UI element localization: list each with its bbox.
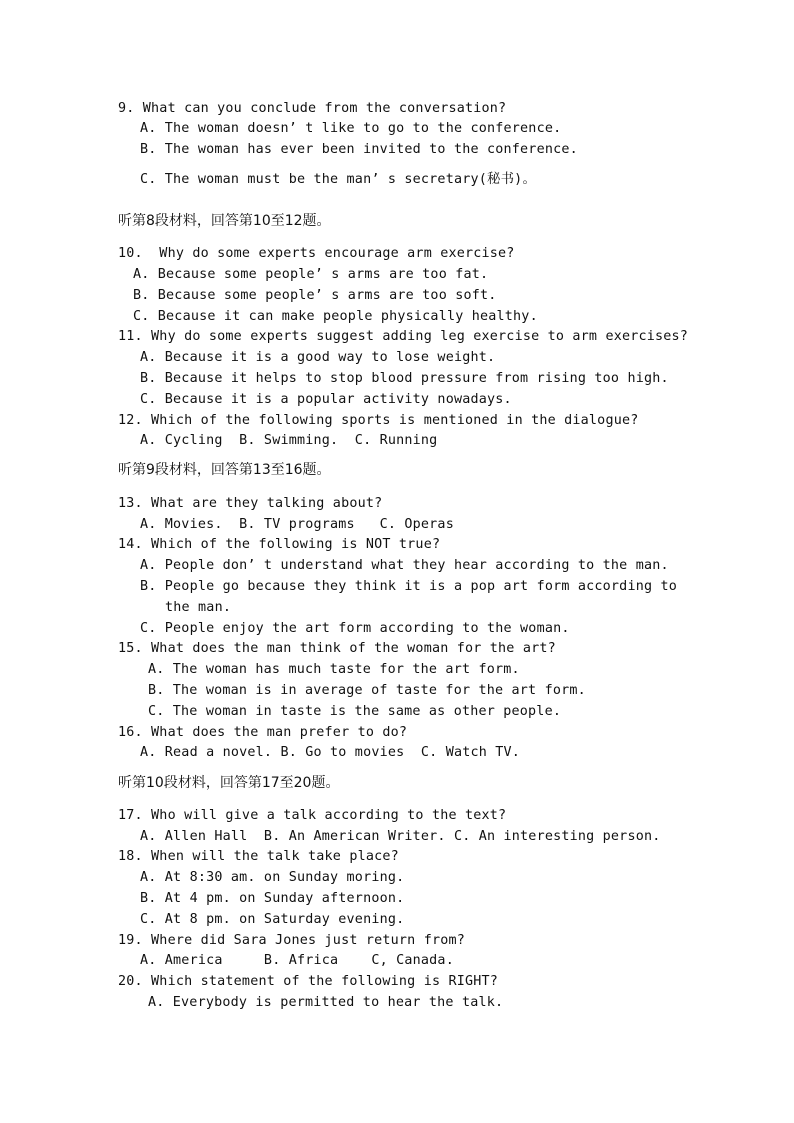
question-16-options: A. Read a novel. B. Go to movies C. Watch TV. (140, 745, 521, 760)
section-10-heading: 听第10段材料，回答第17至20题。 (118, 775, 340, 791)
question-9-option-a: A. The woman doesn’ t like to go to the conference. (140, 121, 562, 136)
question-14-option-c: C. People enjoy the art form according to the woman. (140, 621, 570, 636)
question-18-option-a: A. At 8:30 am. on Sunday moring. (140, 870, 405, 885)
question-15-option-b: B. The woman is in average of taste for the art form. (148, 683, 586, 698)
question-9-option-b: B. The woman has ever been invited to the conference. (140, 142, 578, 157)
question-11-option-b: B. Because it helps to stop blood pressure from rising too high. (140, 371, 669, 386)
question-10-option-a: A. Because some people’ s arms are too fat. (133, 267, 489, 282)
question-18-option-c: C. At 8 pm. on Saturday evening. (140, 912, 405, 927)
question-14-option-b: B. People go because they think it is a pop art form according to (140, 579, 678, 594)
question-9-stem: 9. What can you conclude from the conversation? (118, 101, 507, 116)
question-10-stem: 10. Why do some experts encourage arm exercise? (118, 246, 515, 261)
question-12-options: A. Cycling B. Swimming. C. Running (140, 433, 438, 448)
question-20-option-a: A. Everybody is permitted to hear the talk. (148, 995, 504, 1010)
question-13-options: A. Movies. B. TV programs C. Operas (140, 517, 454, 532)
question-14-option-b-continued: the man. (165, 600, 232, 615)
question-18-option-b: B. At 4 pm. on Sunday afternoon. (140, 891, 405, 906)
question-18-stem: 18. When will the talk take place? (118, 849, 399, 864)
question-11-option-c: C. Because it is a popular activity nowadays. (140, 392, 512, 407)
section-8-heading: 听第8段材料，回答第10至12题。 (118, 213, 331, 229)
question-20-stem: 20. Which statement of the following is RIGHT? (118, 974, 499, 989)
question-19-options: A. America B. Africa C, Canada. (140, 953, 454, 968)
question-15-option-a: A. The woman has much taste for the art form. (148, 662, 520, 677)
question-19-stem: 19. Where did Sara Jones just return from? (118, 933, 465, 948)
question-13-stem: 13. What are they talking about? (118, 496, 383, 511)
question-9-option-c: C. The woman must be the man’ s secretary(秘书)。 (140, 172, 537, 187)
section-9-heading: 听第9段材料，回答第13至16题。 (118, 462, 331, 478)
question-10-option-b: B. Because some people’ s arms are too soft. (133, 288, 497, 303)
question-11-stem: 11. Why do some experts suggest adding leg exercise to arm exercises? (118, 329, 689, 344)
question-12-stem: 12. Which of the following sports is mentioned in the dialogue? (118, 413, 639, 428)
question-14-stem: 14. Which of the following is NOT true? (118, 537, 441, 552)
question-14-option-a: A. People don’ t understand what they hear according to the man. (140, 558, 669, 573)
question-11-option-a: A. Because it is a good way to lose weight. (140, 350, 496, 365)
question-15-stem: 15. What does the man think of the woman for the art? (118, 641, 556, 656)
question-17-stem: 17. Who will give a talk according to the text? (118, 808, 507, 823)
question-17-options: A. Allen Hall B. An American Writer. C. An interesting person. (140, 829, 661, 844)
question-16-stem: 16. What does the man prefer to do? (118, 725, 408, 740)
question-10-option-c: C. Because it can make people physically healthy. (133, 309, 538, 324)
question-15-option-c: C. The woman in taste is the same as other people. (148, 704, 562, 719)
